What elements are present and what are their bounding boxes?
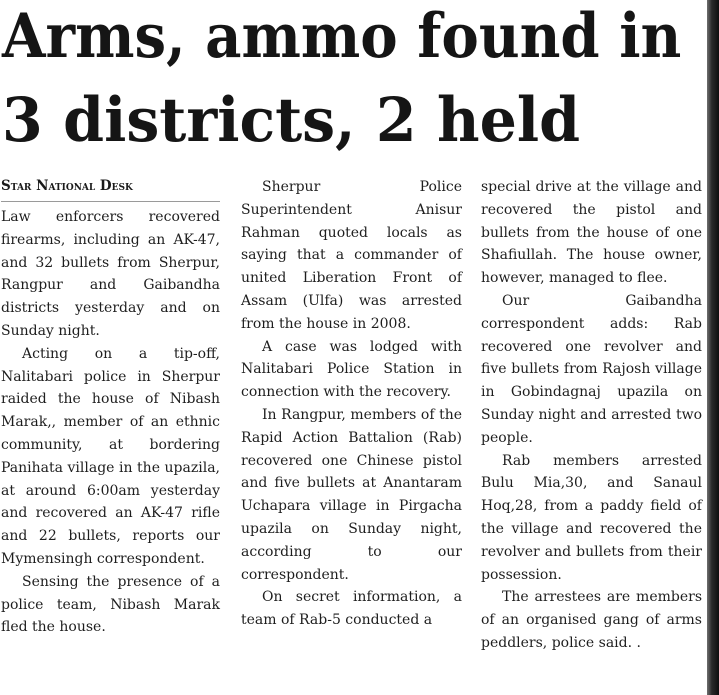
article-paragraph-8: Our Gaibandha correspondent adds: Rab recovered one revolver and five bullets from Rajosh village in Gobindagnaj upazila on Sunday night and arrested two people.	[481, 292, 702, 446]
article-paragraph-6: In Rangpur, members of the Rapid Action Battalion (Rab) recovered one Chinese pistol and five bullets at Anantaram Uchapara village in Pirgacha upazila on Sunday night, according to our correspondent.	[241, 406, 462, 583]
text-column-2	[241, 176, 462, 632]
article-paragraph-10: The arrestees are members of an organised gang of arms peddlers, police said. .	[481, 589, 702, 651]
article-paragraph-9: Rab members arrested Bulu Mia,30, and Sanaul Hoq,28, from a paddy field of the village and recovered the revolver and bullets from their possession.	[481, 452, 702, 583]
page-edge-shadow	[707, 0, 719, 695]
text-column-3	[481, 176, 702, 655]
article-paragraph-7-end: special drive at the village and recovered the pistol and bullets from the house of one Shafiullah. The house owner, however, managed to flee.	[481, 179, 702, 287]
headline-line-1: Arms, ammo found in	[2, 1, 682, 72]
article-paragraph-2: Acting on a tip-off, Nalitabari police in Sherpur raided the house of Nibash Marak,, member of an ethnic community, at bordering Panihata village in the upazila, at around 6:00am yesterday and recovered an AK-47 rifle and 22 bullets, reports our Mymensingh correspondent.	[1, 345, 220, 567]
text-column-1	[1, 176, 220, 639]
article-paragraph-5: A case was lodged with Nalitabari Police Station in connection with the recovery.	[241, 338, 462, 401]
headline-line-2: 3 districts, 2 held	[2, 85, 581, 156]
article-paragraph-3: Sensing the presence of a police team, Nibash Marak fled the house.	[1, 573, 220, 636]
byline: Star National Desk	[1, 176, 220, 202]
article-paragraph-4: Sherpur Police Superintendent Anisur Rahman quoted locals as saying that a commander of united Liberation Front of Assam (Ulfa) was arrested from the house in 2008.	[241, 179, 462, 332]
article-paragraph-1: Law enforcers recovered firearms, including an AK-47, and 32 bullets from Sherpur, Rangpur and Gaibandha districts yesterday and on Sunday night.	[1, 209, 220, 339]
article-paragraph-7-start: On secret information, a team of Rab-5 conducted a	[241, 589, 462, 629]
